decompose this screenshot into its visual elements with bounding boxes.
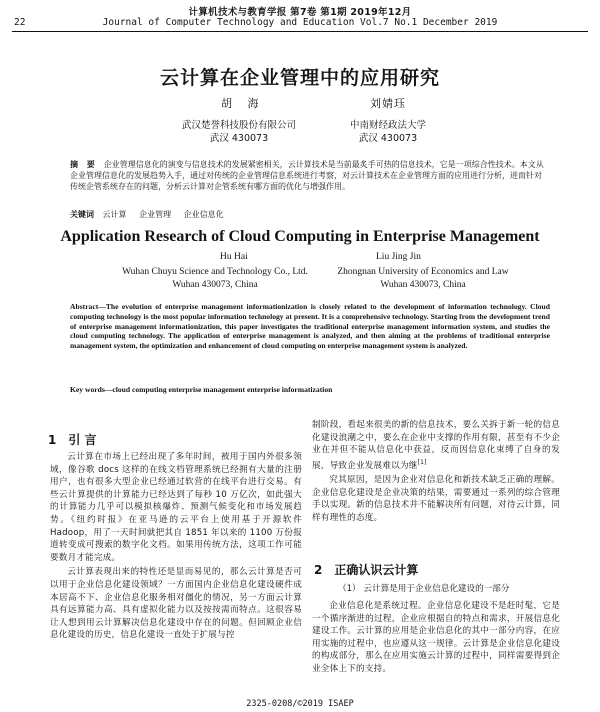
journal-header-en: Journal of Computer Technology and Education Vol.7 No.1 December 2019	[102, 17, 498, 28]
keywords-en: Key words—cloud computing enterprise management enterprise informatization	[70, 385, 333, 394]
footer-issn: 2325-0208/©2019 ISAEP	[246, 699, 354, 709]
subsection-2-1-heading: （1） 云计算是用于企业信息化建设的一部分	[338, 584, 510, 594]
abstract-cn-label: 摘 要	[70, 160, 98, 169]
section-2-title: 正确认识云计算	[334, 563, 419, 577]
abstract-cn	[70, 159, 548, 192]
keyword-cn-3: 企业信息化	[183, 210, 224, 219]
section-2-paragraph-1: 企业信息化是系统过程。企业信息化建设不是赶时髦，它是一个循序渐进的过程，企业应根据自的特点和需求，开展信息化建设工作。云计算的应用是企业信息化的其中一部分内容，在应用实施的过程中，也应遵从这一规律。云计算是企业信息化建设的构成部分，那么在应用实施云计算的过程中，同样需要得到企业全体上下的支持。	[312, 601, 560, 674]
header-rule	[12, 31, 588, 32]
affiliation-en-2	[326, 266, 520, 292]
keyword-cn-1: 云计算	[102, 210, 127, 219]
affiliation-en-1-city: Wuhan 430073, China	[172, 280, 258, 290]
citation-ref: [1]	[417, 458, 427, 466]
author-en-2: Liu Jing Jin	[376, 252, 421, 262]
section-1-paragraph-2: 云计算表现出来的特性还是显而易见的，那么云计算是否可以用于企业信息化建设领域？一方面国内企业信息化建设硬件成本居高不下、企业信息化服务相对僵化的情况，另一方面云计算具有远算能力高、具有虚拟化能力以及按按需而特点。这很容易让人想到用云计算解决信息化建设中存在的问题。但回顾企业信息化建设的历史，信息化建设一直处于扩展与控	[50, 567, 302, 641]
keyword-cn-2: 企业管理	[139, 210, 172, 219]
affiliation-cn-2-name: 中南财经政法大学	[349, 120, 426, 131]
affiliation-cn-2	[318, 119, 458, 145]
author-cn-1: 胡 海	[221, 97, 265, 110]
author-cn-2: 刘婧珏	[370, 97, 406, 110]
section-2-heading	[314, 561, 418, 578]
section-2-body	[312, 600, 560, 678]
affiliation-cn-1-city: 武汉 430073	[209, 133, 269, 144]
affiliation-cn-2-city: 武汉 430073	[358, 133, 418, 144]
section-1-paragraph-1: 云计算在市场上已经出现了多年时间，被用于国内外很多领域，像谷歌 docs 这样的在线文档管理系统已经拥有大量的注册用户，也有很多大型企业已经通过软营的在线平台进行交易。有些云计算提供的计算能力已经达到了每秒 10 万亿次，如此强大的计算能力几乎可以模拟核爆炸、预测气候变化和市场发展趋势。《纽约时报》在亚马逊的云平台上使用基于开源软件 Hadoop，用了一天时间就把其自 1851 年以来的 1100 万份报道转变成可搜索的数字化文档。如果用传统方法，这项工作可能要数月才能完成。	[50, 452, 302, 563]
section-1-heading	[48, 431, 97, 448]
author-en-1: Hu Hai	[220, 252, 248, 262]
section-2-number: 2	[314, 563, 323, 577]
keywords-cn-label: 关键词	[70, 210, 94, 219]
keywords-cn	[70, 209, 548, 220]
section-1-number: 1	[48, 433, 57, 447]
affiliation-en-1-name: Wuhan Chuyu Science and Technology Co., Ltd.	[122, 267, 308, 277]
affiliation-en-2-city: Wuhan 430073, China	[380, 280, 466, 290]
right-column-body	[312, 419, 560, 527]
paper-title-cn: 云计算在企业管理中的应用研究	[159, 67, 440, 89]
abstract-cn-text: 企业管理信息化的演变与信息技术的发展紧密相关，云计算技术是当前最炙手可热的信息技术，它是一项综合性技术。本文从企业管理信息化的发展趋势入手，通过对传统的企业管理信息系统进行考察，对云计算技术在企业管理方面的应用进行分析，进而针对传统企管系统存在的问题，分析云计算对企管系统有哪方面的优化与增强作用。	[70, 160, 544, 191]
affiliation-en-1	[102, 266, 328, 292]
right-paragraph-1-text: 制阶段，看起来很美的新的信息技术，要么关拆于新一轮的信息化建设浪潮之中，要么在企业中支撑的作用有限，甚至有不少企业在并但不能从信息化中获益，反而因信息化束缚了自身的发展，导致企业发展难以为继	[312, 420, 560, 471]
affiliation-cn-1	[164, 119, 314, 145]
page-number: 22	[14, 17, 26, 28]
section-1-title: 引 言	[68, 433, 97, 447]
journal-header-cn: 计算机技术与教育学报 第7卷 第1期 2019年12月	[188, 7, 412, 18]
abstract-en: Abstract—The evolution of enterprise management informationization is closely related to the development of information technology. Cloud computing technology is the most popular information technology at present. It is a comprehensive technology. Starting from the development trend of enterprise management informationization, this paper investigates the traditional enterprise management information system, and studies the cloud computing technology. The application of enterprise management is analyzed, and then aiming at the problems of traditional enterprise management system, the optimization and enhancement of cloud computing on enterprise management system is analyzed.	[70, 302, 550, 351]
affiliation-en-2-name: Zhongnan University of Economics and Law	[337, 267, 509, 277]
right-paragraph-2: 究其原因，是因为企业对信息化和新技术缺乏正确的理解。企业信息化建设是企业决策的结果，需要通过一系列的综合管理手以实现。新的信息技术并不能解决所有问题，对待云计算，同样有理性的态度。	[312, 475, 560, 524]
affiliation-cn-1-name: 武汉楚誉科技股份有限公司	[181, 120, 296, 131]
right-paragraph-1	[312, 419, 560, 472]
section-1-body	[50, 451, 302, 644]
paper-title-en: Application Research of Cloud Computing in Enterprise Management	[60, 228, 540, 245]
